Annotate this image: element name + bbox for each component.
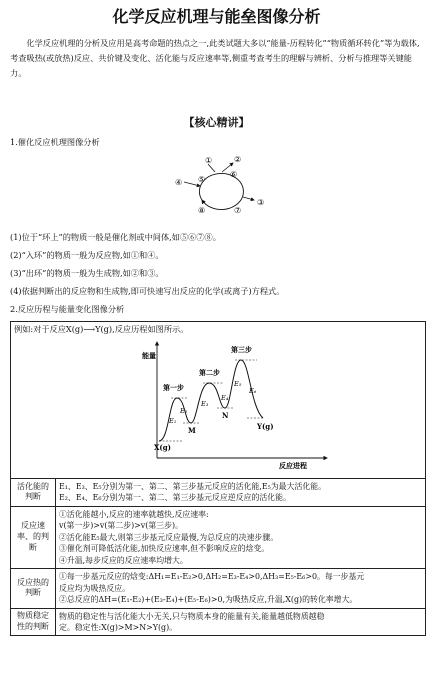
- row-content-rate: [56, 506, 426, 568]
- label-e6: E₆: [249, 386, 257, 395]
- table-row: [11, 569, 426, 608]
- row-line: ①活化能越小,反应的速率就越快,反应速率:: [59, 509, 209, 519]
- section-heading: 【核心精讲】: [183, 116, 250, 129]
- row-line: ①每一步基元反应的焓变:ΔH₁=E₁-E₂>0,ΔH₂=E₃-E₄>0,ΔH₃=E₅-E₆>0。每一步基元: [59, 572, 365, 582]
- label-6: ⑥: [230, 170, 238, 179]
- species-x: X(g): [154, 442, 171, 452]
- row-content-stability: [56, 608, 426, 636]
- part1-point-1: (1)位于“环上”的物质一般是催化剂或中间体,如⑤⑥⑦⑧。: [10, 232, 221, 242]
- row-line: 定。稳定性:X(g)>M>N>Y(g)。: [59, 622, 178, 632]
- label-e1: E₁: [169, 416, 177, 425]
- label-8: ⑧: [198, 206, 206, 215]
- step-label-3: 第三步: [231, 344, 252, 354]
- table-row: [11, 506, 426, 568]
- label-7: ⑦: [234, 206, 242, 215]
- row-line: ③催化剂可降低活化能,加快反应速率,但不影响反应的焓变。: [59, 544, 270, 554]
- part2-heading: 2.反应历程与能量变化图像分析: [10, 304, 125, 314]
- species-y: Y(g): [257, 421, 274, 431]
- part1-point-3: (3)“出环”的物质一般为生成物,如②和③。: [10, 268, 164, 278]
- label-4: ④: [175, 178, 183, 187]
- analysis-table: [10, 321, 426, 636]
- example-row: [11, 322, 426, 479]
- row-label-activation: 活化能的判断: [11, 479, 56, 507]
- row-label-heat: 反应热的判断: [11, 569, 56, 608]
- part1-heading: 1.催化反应机理图像分析: [10, 137, 100, 147]
- table-row: [11, 479, 426, 507]
- label-e2: E₂: [180, 406, 188, 415]
- arrow-in-1: [208, 164, 215, 172]
- arrow-out-3: [243, 197, 254, 200]
- label-5: ⑤: [198, 175, 206, 184]
- row-label-stability: 物质稳定性的判断: [11, 608, 56, 636]
- label-e4: E₄: [221, 393, 229, 402]
- catalytic-cycle-diagram: [160, 150, 280, 225]
- y-axis-label: 能量: [142, 350, 156, 360]
- step-label-2: 第二步: [199, 367, 220, 377]
- row-line: 物质的稳定性与活化能大小无关,只与物质本身的能量有关,能量越低物质越稳: [59, 611, 325, 621]
- example-cell: [11, 322, 426, 479]
- row-line: ②总反应的ΔH=(E₁-E₂)+(E₃-E₄)+(E₅-E₆)>0,为吸热反应,升温,X(g)的转化率增大。: [59, 595, 358, 605]
- label-e3: E₃: [201, 399, 209, 408]
- label-3: ③: [257, 198, 265, 207]
- row-line: ②活化能E₅最大,则第三步基元反应最慢,为总反应的决速步骤。: [59, 532, 279, 542]
- row-line: 反应均为吸热反应。: [59, 583, 131, 593]
- species-m: M: [188, 425, 196, 435]
- energy-profile-chart: [139, 338, 334, 470]
- label-2: ②: [234, 155, 242, 164]
- cycle-arc: [202, 174, 243, 210]
- label-1: ①: [205, 156, 213, 165]
- table-row: [11, 608, 426, 636]
- example-text: 例如:对于反应X(g)⟶Y(g),反应历程如图所示。: [14, 324, 189, 334]
- analysis-table-wrap: [10, 321, 426, 683]
- row-line: ④升温,每步反应的反应速率均增大。: [59, 555, 188, 565]
- row-line: E₂、E₄、E₆分别为第一、第二、第三步基元反应逆反应的活化能。: [59, 493, 291, 503]
- intro-paragraph: 化学反应机理的分析及应用是高考命题的热点之一,此类试题大多以“能量-历程转化”“物质循环转化”等为载体,考查吸热(或放热)反应、共价键及变化、活化能与反应速率等,侧重考查考生的理解与辨析、分析与推理等关键能力。: [10, 38, 420, 78]
- row-line: v(第一步)>v(第二步)>v(第三步)。: [59, 521, 183, 531]
- row-content-activation: [56, 479, 426, 507]
- x-axis-label: 反应进程: [279, 460, 307, 470]
- species-n: N: [222, 410, 229, 420]
- row-content-heat: [56, 569, 426, 608]
- step-label-1: 第一步: [163, 382, 184, 392]
- part1-point-4: (4)依据判断出的反应物和生成物,即可快速写出反应的化学(或离子)方程式。: [10, 286, 285, 296]
- part1-point-2: (2)“入环”的物质一般为反应物,如①和④。: [10, 250, 164, 260]
- row-label-rate: 反应速率、的判断: [11, 506, 56, 568]
- row-line: E₁、E₃、E₅分别为第一、第二、第三步基元反应的活化能,E₅为最大活化能。: [59, 482, 327, 491]
- page-title: 化学反应机理与能垒图像分析: [112, 7, 321, 26]
- label-e5: E₅: [234, 379, 242, 388]
